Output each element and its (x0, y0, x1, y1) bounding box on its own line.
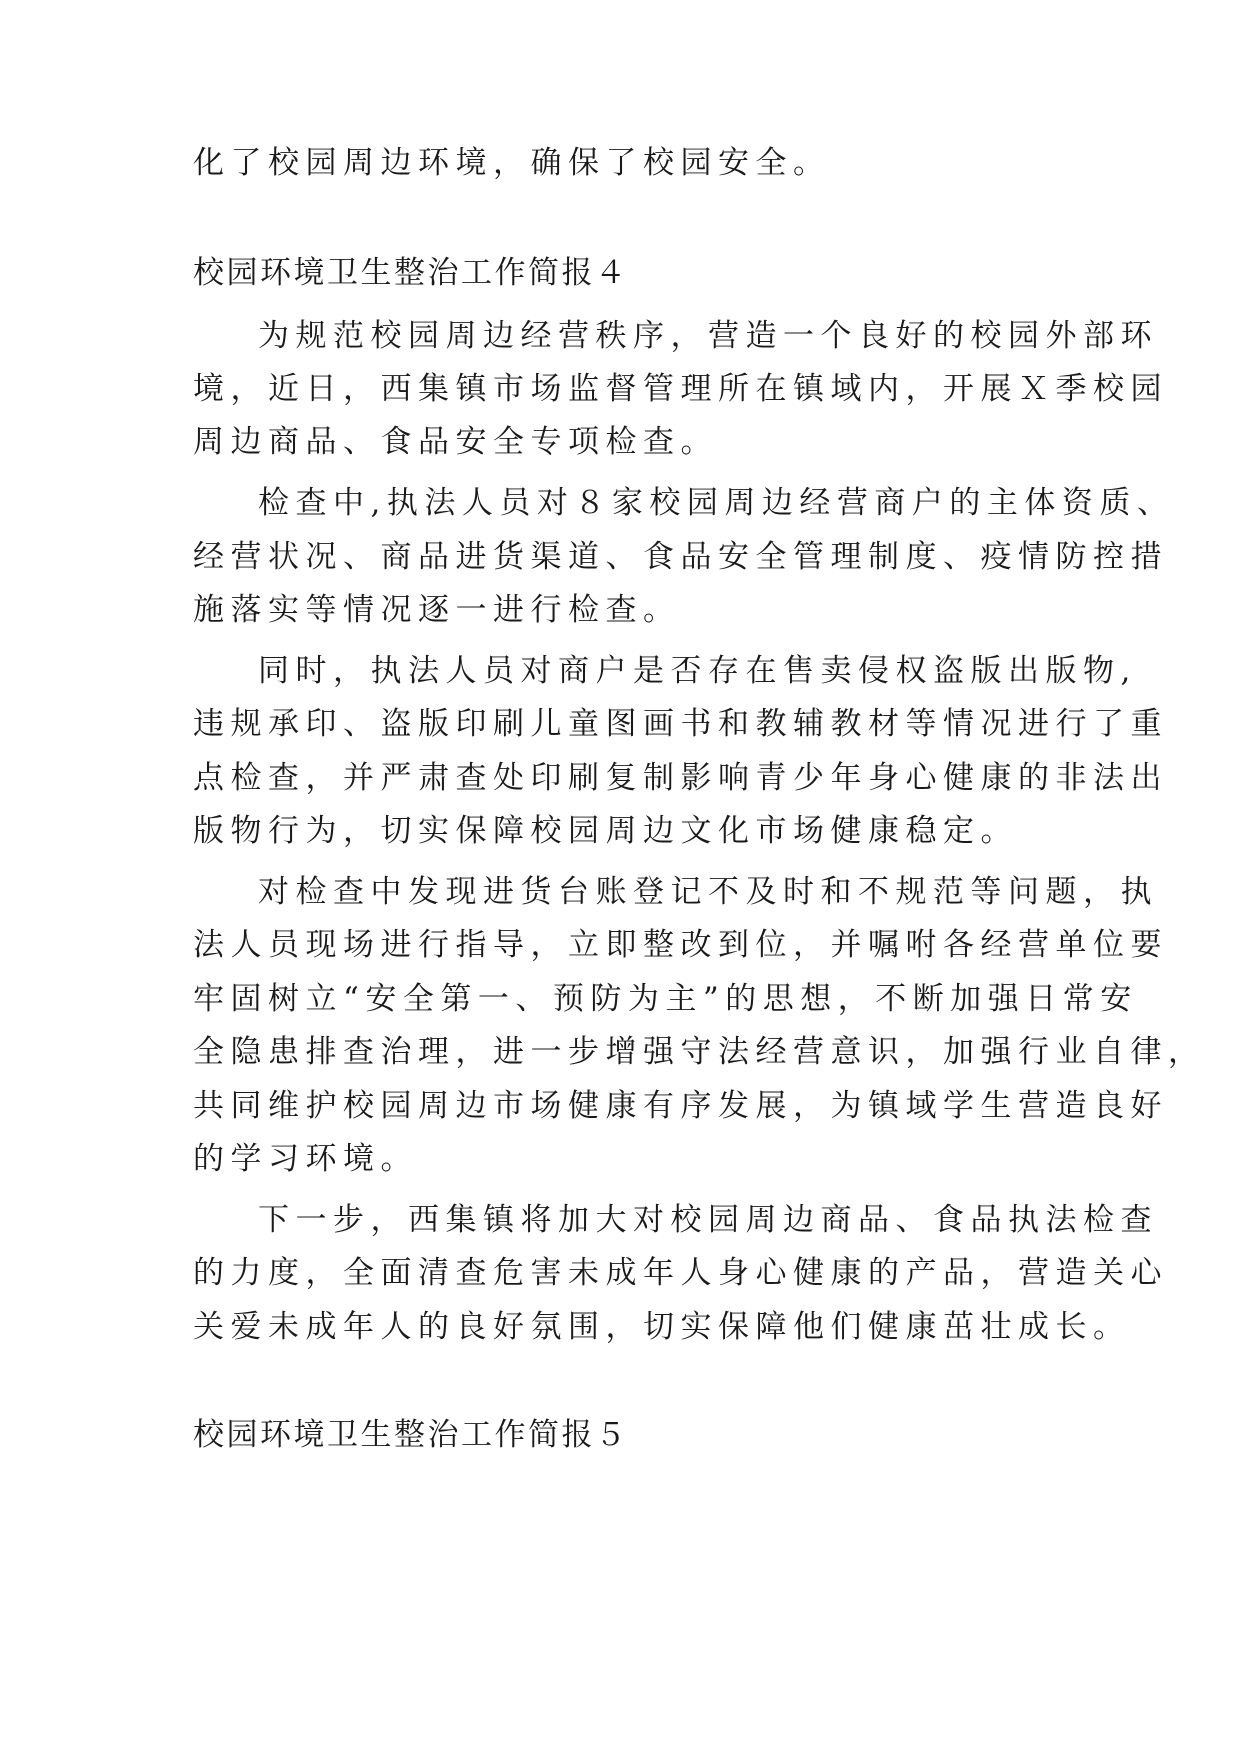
paragraph-3-line-2: 违规承印、盗版印刷儿童图画书和教辅教材等情况进行了重 (193, 706, 1168, 742)
paragraph-1-line-2: 境，近日，西集镇市场监督管理所在镇域内，开展Ｘ季校园 (193, 371, 1168, 407)
continuation-line: 化了校园周边环境，确保了校园安全。 (193, 145, 831, 181)
section-heading-4: 校园环境卫生整治工作简报４ (193, 255, 629, 291)
paragraph-3-line-3: 点检查，并严肃查处印刷复制影响青少年身心健康的非法出 (193, 760, 1168, 796)
paragraph-1-line-1: 为规范校园周边经营秩序，营造一个良好的校园外部环 (258, 318, 1158, 354)
paragraph-3-line-1: 同时，执法人员对商户是否存在售卖侵权盗版出版物, (258, 653, 1137, 689)
paragraph-4-line-1: 对检查中发现进货台账登记不及时和不规范等问题，执 (258, 874, 1158, 910)
paragraph-1-line-3: 周边商品、食品安全专项检查。 (193, 424, 718, 460)
paragraph-4-line-2: 法人员现场进行指导，立即整改到位，并嘱咐各经营单位要 (193, 927, 1168, 963)
paragraph-5-line-3: 关爱未成年人的良好氛围，切实保障他们健康茁壮成长。 (193, 1309, 1131, 1345)
paragraph-4-line-3: 牢固树立“安全第一、预防为主”的思想，不断加强日常安 (193, 981, 1138, 1017)
paragraph-2-line-3: 施落实等情况逐一进行检查。 (193, 592, 681, 628)
paragraph-4-line-5: 共同维护校园周边市场健康有序发展，为镇域学生营造良好 (193, 1088, 1168, 1124)
paragraph-4-line-4: 全隐患排查治理，进一步增强守法经营意识，加强行业自律， (193, 1034, 1206, 1070)
paragraph-4-line-6: 的学习环境。 (193, 1141, 418, 1177)
section-heading-5: 校园环境卫生整治工作简报５ (193, 1417, 629, 1453)
paragraph-5-line-2: 的力度，全面清查危害未成年人身心健康的产品，营造关心 (193, 1255, 1168, 1291)
paragraph-2-line-1: 检查中,执法人员对８家校园周边经营商户的主体资质、 (258, 485, 1175, 521)
paragraph-5-line-1: 下一步，西集镇将加大对校园周边商品、食品执法检查 (258, 1202, 1158, 1238)
paragraph-3-line-4: 版物行为，切实保障校园周边文化市场健康稳定。 (193, 813, 1018, 849)
paragraph-2-line-2: 经营状况、商品进货渠道、食品安全管理制度、疫情防控措 (193, 539, 1168, 575)
